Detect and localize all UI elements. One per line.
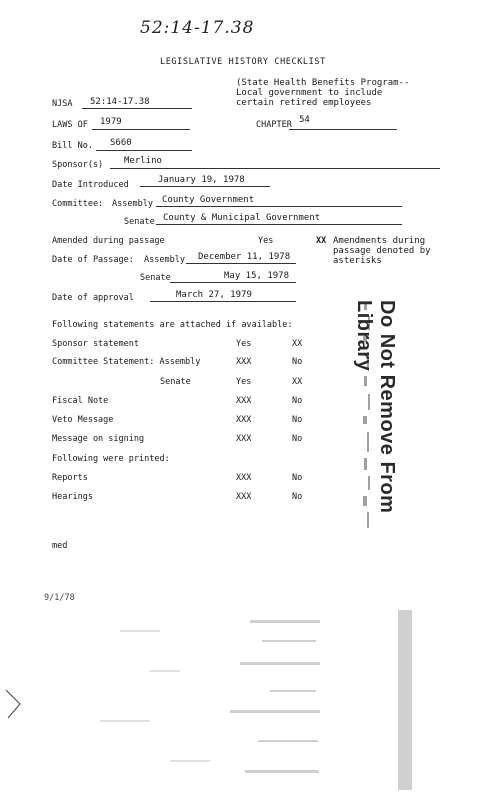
attached-heading: Following statements are attached if available: — [52, 320, 293, 330]
printed-no: No — [292, 492, 303, 502]
handwritten-statute-number: 52:14-17.38 — [140, 18, 255, 38]
statement-no: No — [292, 434, 303, 444]
statement-label: Senate — [160, 377, 191, 387]
statement-no: No — [292, 357, 303, 367]
statement-label: Message on signing — [52, 434, 145, 444]
date-introduced-underline — [140, 186, 270, 187]
date-introduced-value: January 19, 1978 — [158, 175, 245, 185]
printed-yes: XXX — [236, 492, 252, 502]
date-of-approval-underline — [150, 301, 296, 302]
date-of-approval-value: March 27, 1979 — [176, 290, 252, 300]
date-of-approval-label: Date of approval — [52, 293, 134, 303]
sponsor-value: Merlino — [124, 156, 162, 166]
bill-no-label: Bill No. — [52, 141, 93, 151]
statement-yes: XXX — [236, 415, 252, 425]
printed-label: Reports — [52, 473, 88, 483]
statement-no: XX — [292, 339, 303, 349]
amended-no-struck: XX — [316, 236, 327, 246]
chapter-label: CHAPTER — [256, 120, 292, 130]
laws-of-value: 1979 — [100, 117, 122, 127]
statement-no: XX — [292, 377, 303, 387]
date-of-passage-label: Date of Passage: — [52, 255, 134, 265]
passage-assembly-label: Assembly — [144, 255, 185, 265]
committee-assembly-label: Assembly — [112, 199, 153, 209]
bill-description: (State Health Benefits Program-- Local government to include certain retired employees — [236, 78, 410, 108]
bill-no-underline — [96, 150, 192, 151]
chapter-underline — [289, 129, 397, 130]
statement-label: Veto Message — [52, 415, 114, 425]
printed-heading: Following were printed: — [52, 454, 170, 464]
committee-senate-label: Senate — [124, 217, 155, 227]
bill-no-value: S660 — [110, 138, 132, 148]
passage-senate-label: Senate — [140, 273, 171, 283]
njsa-value: 52:14-17.38 — [90, 97, 150, 107]
date-introduced-label: Date Introduced — [52, 180, 129, 190]
printed-yes: XXX — [236, 473, 252, 483]
statement-yes: XXX — [236, 357, 252, 367]
sponsor-label: Sponsor(s) — [52, 160, 104, 170]
chapter-value: 54 — [299, 115, 310, 125]
njsa-underline — [82, 108, 192, 109]
passage-assembly-underline — [186, 263, 296, 264]
statement-label: Sponsor statement — [52, 339, 139, 349]
library-stamp: Do Not Remove From Library — [353, 300, 398, 514]
statement-yes: XXX — [236, 434, 252, 444]
footer-date: 9/1/78 — [44, 593, 75, 603]
statement-yes: Yes — [236, 377, 252, 387]
committee-label: Committee: — [52, 199, 104, 209]
committee-senate-value: County & Municipal Government — [163, 213, 321, 223]
printed-no: No — [292, 473, 303, 483]
statement-yes: XXX — [236, 396, 252, 406]
passage-senate-underline — [170, 282, 296, 283]
passage-senate-value: May 15, 1978 — [224, 271, 290, 281]
laws-of-underline — [92, 129, 190, 130]
page-title: LEGISLATIVE HISTORY CHECKLIST — [160, 57, 326, 67]
statement-yes: Yes — [236, 339, 252, 349]
initials: med — [52, 541, 68, 551]
laws-of-label: LAWS OF — [52, 120, 88, 130]
scan-noise — [0, 600, 488, 800]
statement-no: No — [292, 415, 303, 425]
statement-label: Committee Statement: Assembly — [52, 357, 201, 367]
njsa-label: NJSA — [52, 99, 73, 109]
committee-senate-underline — [156, 224, 402, 225]
passage-assembly-value: December 11, 1978 — [198, 252, 291, 262]
amendments-note: Amendments during passage denoted by asterisks — [333, 236, 431, 266]
printed-label: Hearings — [52, 492, 93, 502]
statement-no: No — [292, 396, 303, 406]
sponsor-underline — [110, 168, 440, 169]
committee-assembly-underline — [156, 206, 402, 207]
amended-label: Amended during passage — [52, 236, 165, 246]
committee-assembly-value: County Government — [162, 195, 255, 205]
statement-label: Fiscal Note — [52, 396, 109, 406]
amended-yes: Yes — [258, 236, 274, 246]
